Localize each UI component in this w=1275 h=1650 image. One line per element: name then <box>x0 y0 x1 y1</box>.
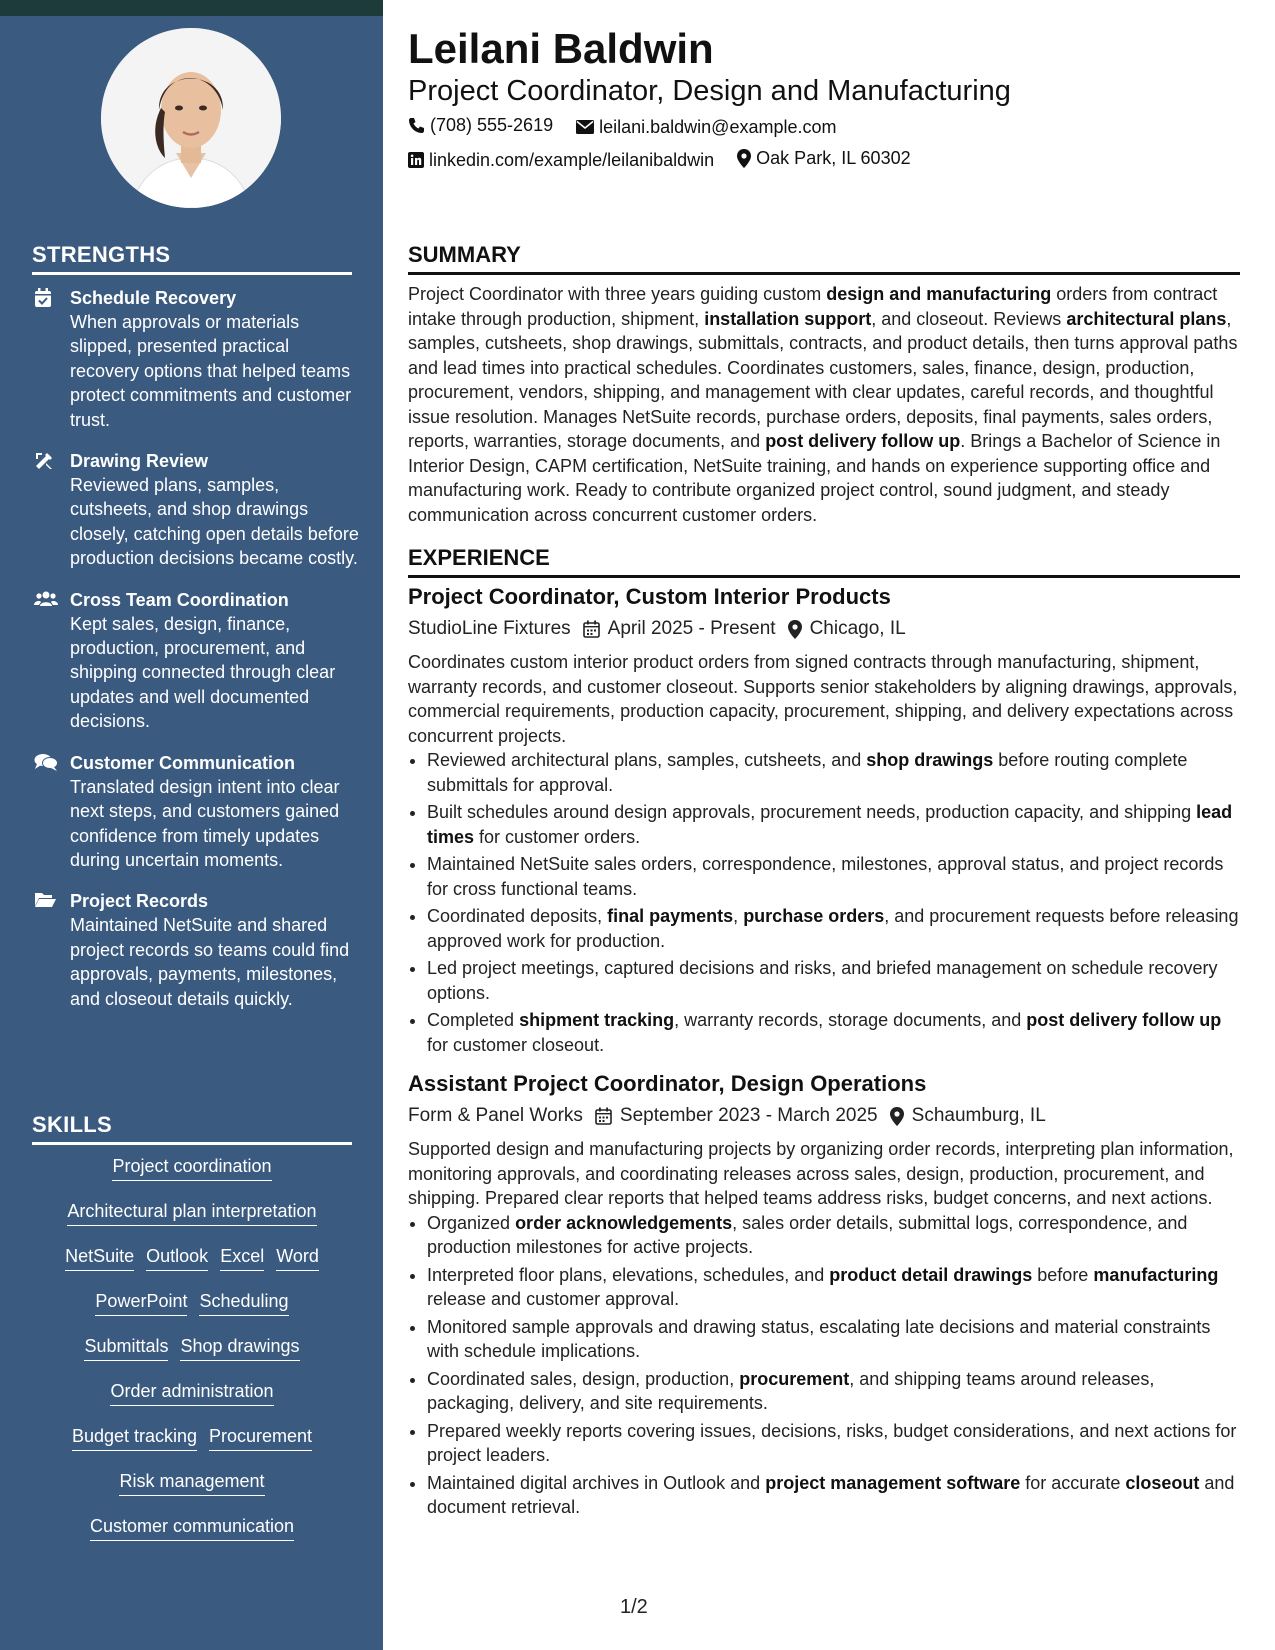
job-bullet: • Reviewed architectural plans, samples, cutsheets, and shop drawings before routing complete submittals for approval. <box>427 748 1240 797</box>
phone-text: (708) 555-2619 <box>430 115 554 135</box>
summary-heading: SUMMARY <box>408 242 1240 275</box>
skills-list <box>32 1154 352 1559</box>
skill-tag: NetSuite <box>65 1244 134 1271</box>
users-icon <box>34 590 54 610</box>
candidate-name: Leilani Baldwin <box>408 25 714 72</box>
job-bullet: • Completed shipment tracking, warranty records, storage documents, and post delivery follow up for customer closeout. <box>427 1008 1240 1057</box>
location-contact <box>737 146 910 170</box>
job-bullet: • Maintained digital archives in Outlook and project management software for accurate closeout and document retrieval. <box>427 1471 1240 1520</box>
strength-title: Schedule Recovery <box>70 288 237 308</box>
skill-tag: Word <box>276 1244 319 1271</box>
job-bullets <box>408 1211 1240 1520</box>
skill-tag: Outlook <box>146 1244 208 1271</box>
calendar-icon <box>583 620 600 638</box>
contact-row <box>408 113 855 140</box>
skill-tag: Architectural plan interpretation <box>67 1199 316 1226</box>
job-bullet: • Coordinated deposits, final payments, purchase orders, and procurement requests before releasing approved work for production. <box>427 904 1240 953</box>
job-bullet: • Prepared weekly reports covering issues, decisions, risks, budget considerations, and next actions for project leaders. <box>427 1419 1240 1468</box>
map-pin-icon <box>788 620 802 639</box>
page-number: 1/2 <box>620 1596 648 1618</box>
strength-description: Reviewed plans, samples, cutsheets, and shop drawings closely, catching open details before production decisions became costly. <box>70 475 359 569</box>
job-bullet: • Coordinated sales, design, production, procurement, and shipping teams around releases, packaging, delivery, and site requirements. <box>427 1367 1240 1416</box>
skill-tag: Budget tracking <box>72 1424 197 1451</box>
job-title: Assistant Project Coordinator, Design Operations <box>408 1071 927 1096</box>
strengths-heading: STRENGTHS <box>32 242 352 275</box>
strengths-list <box>32 286 362 1028</box>
skill-tag: Project coordination <box>112 1154 271 1181</box>
envelope-icon <box>576 120 594 134</box>
skill-tag: Procurement <box>209 1424 312 1451</box>
profile-photo <box>101 28 281 208</box>
skill-tag: PowerPoint <box>95 1289 187 1316</box>
summary-paragraph: Project Coordinator with three years guiding custom design and manufacturing orders from contract intake through production, shipment, installation support, and closeout. Reviews architectural plans, samples, cutsheets, shop drawings, submittals, contracts, and product details, then turns approval paths and lead times into practical schedules. Coordinates customers, sales, finance, design, production, procurement, vendors, shipping, and management with clear updates, careful records, and thoughtful issue resolution. Manages NetSuite records, purchase orders, deposits, final payments, sales orders, reports, warranties, storage documents, and post delivery follow up. Brings a Bachelor of Science in Interior Design, CAPM certification, NetSuite training, and hands on experience supporting office and manufacturing work. Ready to contribute organized project control, sound judgment, and steady communication across concurrent customer orders. <box>408 284 1238 525</box>
folder-open-icon <box>34 891 54 911</box>
chat-bubbles-icon <box>34 753 54 773</box>
email-contact[interactable] <box>576 115 836 139</box>
strength-title: Customer Communication <box>70 752 296 773</box>
job-entry <box>408 1069 1240 1523</box>
strength-title: Project Records <box>70 891 209 912</box>
job-meta <box>408 1101 1240 1131</box>
skill-tag: Excel <box>220 1244 264 1271</box>
skill-tag: Scheduling <box>199 1289 288 1316</box>
strength-description: Translated design intent into clear next steps, and customers gained confidence from timely updates during uncertain moments. <box>70 776 340 870</box>
job-bullet: • Organized order acknowledgements, sales order details, submittal logs, correspondence, and production milestones for active projects. <box>427 1211 1240 1260</box>
job-company: Form & Panel Works <box>408 1105 583 1126</box>
job-bullet: • Interpreted floor plans, elevations, schedules, and product detail drawings before manufacturing release and customer approval. <box>427 1263 1240 1312</box>
skill-tag: Shop drawings <box>180 1334 299 1361</box>
skill-tag: Customer communication <box>90 1514 294 1541</box>
job-description: Coordinates custom interior product orders from signed contracts through manufacturing, shipment, warranty records, and customer closeout. Supports senior stakeholders by aligning drawings, approvals, commercial requirements, production capacity, procurement, shipping, and delivery expectations across concurrent projects. <box>408 652 1238 746</box>
skill-tag: Order administration <box>110 1379 273 1406</box>
phone-icon <box>408 117 425 134</box>
linkedin-contact[interactable] <box>408 148 714 172</box>
skill-tag: Submittals <box>84 1334 168 1361</box>
job-description: Supported design and manufacturing projects by organizing order records, interpreting plan information, monitoring approvals, and coordinating releases across sales, design, production, procurement, and shipping. Prepared clear reports that helped teams address risks, budget concerns, and next actions. <box>408 1139 1234 1208</box>
job-bullet: • Led project meetings, captured decisions and risks, and briefed management on schedule recovery options. <box>427 956 1240 1005</box>
map-pin-icon <box>890 1107 904 1126</box>
job-title: Project Coordinator, Custom Interior Products <box>408 584 891 609</box>
strength-item <box>32 889 362 1011</box>
skills-heading: SKILLS <box>32 1112 352 1145</box>
map-pin-icon <box>737 149 751 168</box>
email-text: leilani.baldwin@example.com <box>599 116 837 137</box>
job-company: StudioLine Fixtures <box>408 618 571 639</box>
strength-item <box>32 751 362 873</box>
drafting-tools-icon <box>34 451 54 471</box>
strength-title: Cross Team Coordination <box>70 589 289 610</box>
calendar-check-icon <box>34 288 54 308</box>
job-entry <box>408 582 1240 1060</box>
contact-row <box>408 146 929 174</box>
location-text: Oak Park, IL 60302 <box>756 148 911 168</box>
job-location: Chicago, IL <box>809 618 906 639</box>
experience-heading: EXPERIENCE <box>408 545 1240 578</box>
phone-contact[interactable] <box>408 113 553 137</box>
candidate-title: Project Coordinator, Design and Manufacturing <box>408 75 1011 107</box>
job-location: Schaumburg, IL <box>911 1105 1046 1126</box>
job-meta <box>408 614 1240 644</box>
job-dates: April 2025 - Present <box>607 618 776 639</box>
sidebar <box>0 0 383 1650</box>
job-bullet: • Built schedules around design approvals, procurement needs, production capacity, and shipping lead times for customer orders. <box>427 800 1240 849</box>
calendar-icon <box>595 1107 612 1125</box>
job-bullet: • Monitored sample approvals and drawing status, escalating late decisions and material constraints with schedule implications. <box>427 1315 1240 1364</box>
strength-description: Kept sales, design, finance, production, procurement, and shipping connected through clear updates and well documented decisions. <box>70 613 336 732</box>
strength-description: When approvals or materials slipped, presented practical recovery options that helped teams protect commitments and customer trust. <box>70 312 352 430</box>
linkedin-text: linkedin.com/example/leilanibaldwin <box>429 149 715 170</box>
skill-tag: Risk management <box>119 1469 264 1496</box>
strength-item <box>32 588 362 734</box>
linkedin-icon <box>408 152 424 168</box>
strength-description: Maintained NetSuite and shared project records so teams could find approvals, payments, milestones, and closeout details quickly. <box>70 915 350 1009</box>
strength-item <box>32 286 362 432</box>
strength-title: Drawing Review <box>70 451 209 472</box>
job-bullets <box>408 748 1240 1057</box>
strength-item <box>32 449 362 571</box>
job-bullet: • Maintained NetSuite sales orders, correspondence, milestones, approval status, and project records for cross functional teams. <box>427 852 1240 901</box>
sidebar-top-bar <box>0 0 383 16</box>
job-dates: September 2023 - March 2025 <box>619 1105 878 1126</box>
